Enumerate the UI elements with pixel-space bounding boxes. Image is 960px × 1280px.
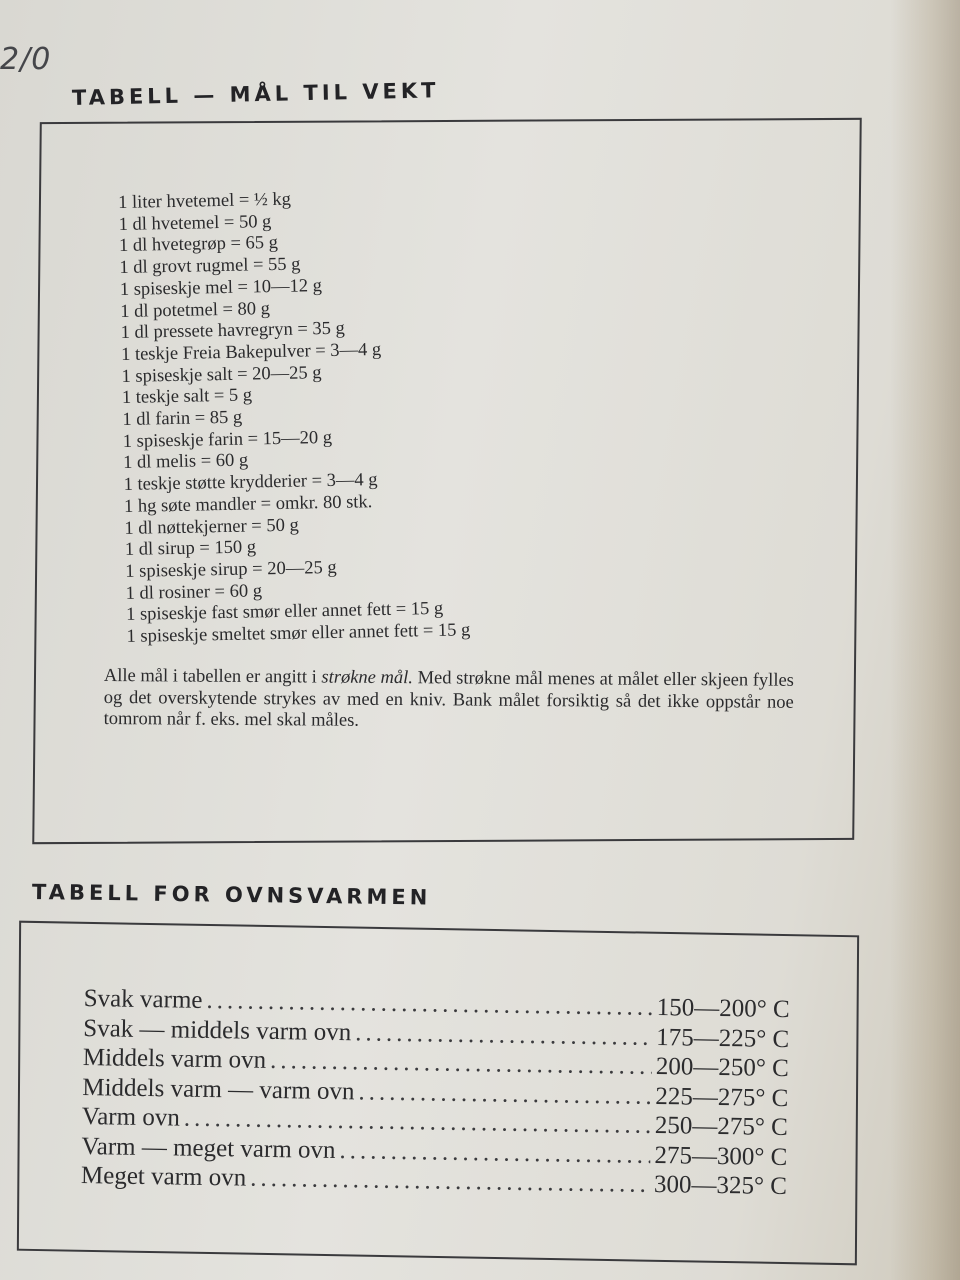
dot-leader bbox=[339, 1136, 650, 1170]
handwritten-mark: 2/0 bbox=[0, 42, 52, 77]
weight-row: 1 spiseskje mel = 10—12 g bbox=[119, 275, 323, 300]
weight-row: 1 teskje Freia Bakepulver = 3—4 g bbox=[120, 339, 382, 365]
weight-row: 1 dl potetmel = 80 g bbox=[120, 298, 271, 322]
weight-row: 1 dl farin = 85 g bbox=[122, 407, 243, 430]
dot-leader bbox=[358, 1077, 651, 1111]
dot-leader bbox=[250, 1164, 650, 1200]
note-text-end: Med strøkne mål menes at målet eller skjeen fylles og det overskytende strykes av med en kniv. Bank målet forsiktig så det ikke oppstår noe tomrom når f. eks. mel skal måles. bbox=[103, 668, 794, 731]
weight-row: 1 dl hvetegrøp = 65 g bbox=[118, 233, 279, 257]
weight-row: 1 dl melis = 60 g bbox=[122, 450, 249, 474]
weight-row: 1 dl sirup = 150 g bbox=[124, 537, 257, 561]
oven-temp: 200—250° C bbox=[655, 1052, 789, 1083]
oven-label: Varm ovn bbox=[81, 1102, 181, 1132]
dot-leader bbox=[355, 1018, 652, 1052]
weight-row: 1 dl hvetemel = 50 g bbox=[118, 211, 272, 235]
weight-table-heading: TABELL — MÅL TIL VEKT bbox=[71, 78, 440, 110]
oven-temp: 175—225° C bbox=[656, 1023, 790, 1053]
weight-row: 1 dl pressete havregryn = 35 g bbox=[120, 318, 345, 344]
oven-label: Middels varm ovn bbox=[82, 1043, 267, 1074]
weight-row: 1 dl nøttekjerner = 50 g bbox=[124, 515, 299, 539]
oven-label: Svak varme bbox=[83, 984, 203, 1014]
measurement-note bbox=[104, 666, 794, 735]
oven-temp: 225—275° C bbox=[655, 1082, 789, 1112]
note-text-start: Alle mål i tabellen er angitt i bbox=[103, 666, 322, 688]
weight-row: 1 spiseskje salt = 20—25 g bbox=[121, 362, 322, 387]
oven-label: Varm — meget varm ovn bbox=[81, 1132, 336, 1164]
weight-row: 1 spiseskje smeltet smør eller annet fett = 15 g bbox=[126, 620, 471, 647]
note-emphasis: strøkne mål. bbox=[321, 667, 414, 689]
weight-row: 1 liter hvetemel = ½ kg bbox=[118, 189, 292, 213]
weight-row: 1 teskje salt = 5 g bbox=[121, 385, 253, 409]
weight-row: 1 dl grovt rugmel = 55 g bbox=[119, 254, 301, 279]
weight-row: 1 teskje støtte krydderier = 3—4 g bbox=[123, 470, 378, 496]
oven-label: Meget varm ovn bbox=[80, 1161, 247, 1192]
weight-row: 1 spiseskje sirup = 20—25 g bbox=[125, 557, 337, 582]
weight-row: 1 hg søte mandler = omkr. 80 stk. bbox=[123, 492, 373, 517]
oven-temp: 250—275° C bbox=[654, 1111, 789, 1142]
weight-row: 1 spiseskje fast smør eller annet fett = 15 g bbox=[125, 599, 444, 626]
page-edge-shadow bbox=[890, 0, 960, 1280]
weight-table-list bbox=[118, 181, 767, 649]
oven-table-heading: TABELL FOR OVNSVARMEN bbox=[31, 880, 432, 910]
oven-table-list bbox=[81, 984, 790, 1202]
oven-label: Middels varm — varm ovn bbox=[82, 1073, 355, 1105]
weight-row: 1 spiseskje farin = 15—20 g bbox=[122, 427, 333, 452]
oven-temp: 300—325° C bbox=[653, 1170, 788, 1201]
oven-temp: 150—200° C bbox=[656, 994, 790, 1024]
weight-row: 1 dl rosiner = 60 g bbox=[125, 580, 263, 604]
oven-temp: 275—300° C bbox=[654, 1141, 788, 1171]
oven-label: Svak — middels varm ovn bbox=[83, 1014, 352, 1046]
